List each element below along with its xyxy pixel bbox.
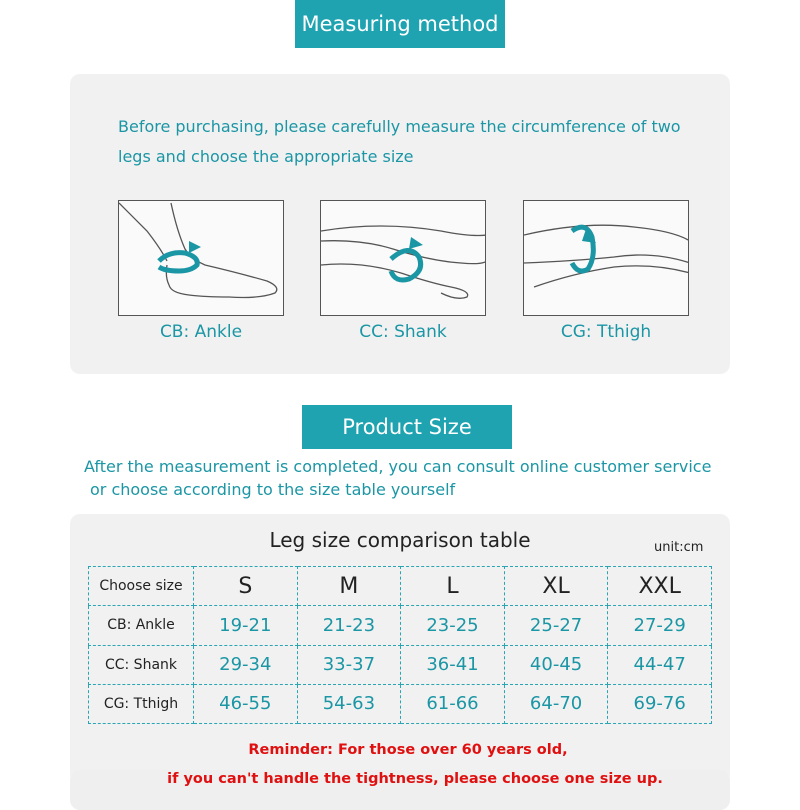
product-size-banner	[302, 405, 512, 449]
table-cell: 27-29	[608, 606, 712, 645]
measuring-intro	[118, 112, 718, 172]
table-cell: 46-55	[194, 684, 298, 723]
size-xl: XL	[504, 567, 608, 606]
table-cell: 40-45	[504, 645, 608, 684]
row-label-ankle: CB: Ankle	[89, 606, 194, 645]
thigh-measure-illustration	[523, 200, 689, 316]
table-cell: 21-23	[297, 606, 401, 645]
size-xxl: XXL	[608, 567, 712, 606]
table-header-row	[89, 567, 712, 606]
table-cell: 64-70	[504, 684, 608, 723]
table-cell: 19-21	[194, 606, 298, 645]
table-row	[89, 684, 712, 723]
size-l: L	[401, 567, 505, 606]
product-size-line-2: or choose according to the size table yourself	[90, 480, 456, 499]
table-cell: 36-41	[401, 645, 505, 684]
size-s: S	[194, 567, 298, 606]
reminder-line-2: if you can't handle the tightness, please choose one size up.	[167, 771, 663, 787]
table-title: Leg size comparison table	[269, 528, 531, 552]
table-cell: 61-66	[401, 684, 505, 723]
table-cell: 33-37	[297, 645, 401, 684]
product-size-text	[84, 455, 764, 501]
table-row	[89, 645, 712, 684]
product-size-title: Product Size	[342, 415, 472, 439]
row-label-thigh: CG: Tthigh	[89, 684, 194, 723]
shank-label: CC: Shank	[359, 322, 447, 342]
table-row	[89, 606, 712, 645]
table-cell: 25-27	[504, 606, 608, 645]
reminder-line-1: Reminder: For those over 60 years old,	[248, 742, 568, 758]
ankle-label: CB: Ankle	[159, 322, 243, 342]
thigh-label: CG: Tthigh	[560, 322, 652, 342]
row-label-shank: CC: Shank	[89, 645, 194, 684]
size-table	[88, 566, 712, 724]
header-label: Choose size	[89, 567, 194, 606]
table-cell: 54-63	[297, 684, 401, 723]
size-m: M	[297, 567, 401, 606]
table-cell: 44-47	[608, 645, 712, 684]
table-unit: unit:cm	[654, 540, 704, 555]
table-cell: 23-25	[401, 606, 505, 645]
measuring-method-banner	[295, 0, 505, 48]
ankle-measure-illustration	[118, 200, 284, 316]
measuring-method-title: Measuring method	[301, 12, 499, 36]
product-size-line-1: After the measurement is completed, you can consult online customer service	[84, 457, 712, 476]
table-cell: 29-34	[194, 645, 298, 684]
intro-line-2: legs and choose the appropriate size	[118, 147, 414, 166]
reminder-note	[0, 736, 800, 794]
table-cell: 69-76	[608, 684, 712, 723]
intro-line-1: Before purchasing, please carefully measure the circumference of two	[118, 117, 681, 136]
shank-measure-illustration	[320, 200, 486, 316]
